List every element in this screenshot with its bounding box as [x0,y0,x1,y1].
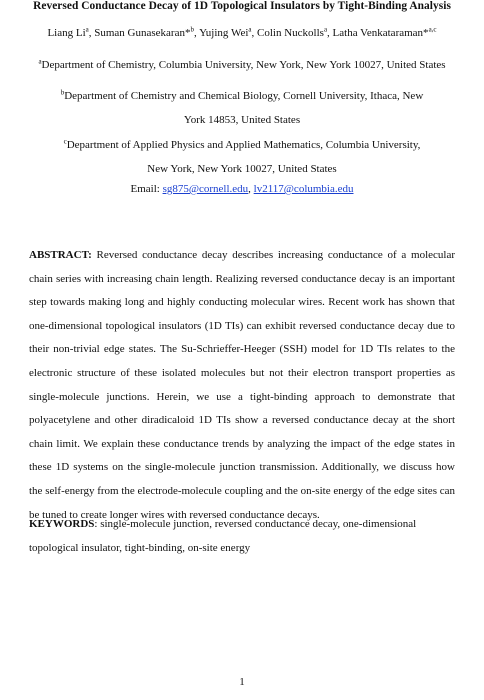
author-name: Yujing Wei [199,27,249,39]
affiliation-c [62,134,422,181]
abstract [29,244,455,527]
author-separator: , [193,27,200,39]
affiliation-mark: b [60,88,65,97]
email-link-columbia[interactable]: lv2117@columbia.edu [253,183,354,195]
page-number: 1 [239,676,245,688]
author-separator: , [327,27,333,39]
affiliation-mark: a [38,57,42,66]
abstract-label: ABSTRACT: [29,249,92,261]
author-name: Suman Gunasekaran* [94,27,191,39]
keywords [29,513,455,560]
author-name: Latha Venkataraman* [332,27,429,39]
author-affiliation-mark: a,c [428,25,437,34]
author-name: Colin Nuckolls [257,27,324,39]
author-affiliation-mark: a [85,25,89,34]
affiliation-a [0,54,484,78]
keywords-text: : single-molecule junction, reversed conductance decay, one-dimensional topological insulator, tight-binding, on-site energy [29,518,417,554]
email-separator: , [248,183,254,195]
affiliation-b [52,85,432,132]
affiliation-mark: c [63,137,67,146]
email-link-cornell[interactable]: sg875@cornell.edu [162,183,249,195]
author-affiliation-mark: b [190,25,194,34]
abstract-text: Reversed conductance decay describes increasing conductance of a molecular chain series with increasing chain length. Realizing reversed conductance decay is an important step towards making long and highly conducting molecular wires. Recent work has shown that one-dimensional topological insulators (1D TIs) can exhibit reversed conductance decay due to their non-trivial edge states. The Su-Schrieffer-Heeger (SSH) model for 1D TIs relates to the electronic structure of these isolated molecules but not their electron transport properties as single-molecule junctions. Herein, we use a tight-binding approach to demonstrate that polyacetylene and other diradicaloid 1D TIs show a reversed conductance decay at the short chain limit. We explain these conductance trends by analyzing the impact of the edge states in these 1D systems on the single-molecule junction transmission. Additionally, we discuss how the self-energy from the electrode-molecule coupling and the on-site energy of the edge sites can be tuned to create longer wires with reversed conductance decays. [29,249,455,521]
author-separator: , [251,27,258,39]
author-list [0,27,484,39]
keywords-label: KEYWORDS [29,518,95,530]
author-separator: , [88,27,95,39]
paper-title: Reversed Conductance Decay of 1D Topological Insulators by Tight-Binding Analysis [33,0,451,12]
contact-email [0,183,484,195]
affiliation-text: Department of Applied Physics and Applied Mathematics, Columbia University, New York, New York 10027, United States [66,139,421,175]
author-affiliation-mark: a [323,25,328,34]
affiliation-text: Department of Chemistry, Columbia University, New York, New York 10027, United States [41,59,446,71]
affiliation-text: Department of Chemistry and Chemical Biology, Cornell University, Ithaca, New York 14853, United States [64,90,424,126]
author-name: Liang Li [47,27,86,39]
email-label: Email: [130,183,163,195]
author-affiliation-mark: a [248,25,252,34]
